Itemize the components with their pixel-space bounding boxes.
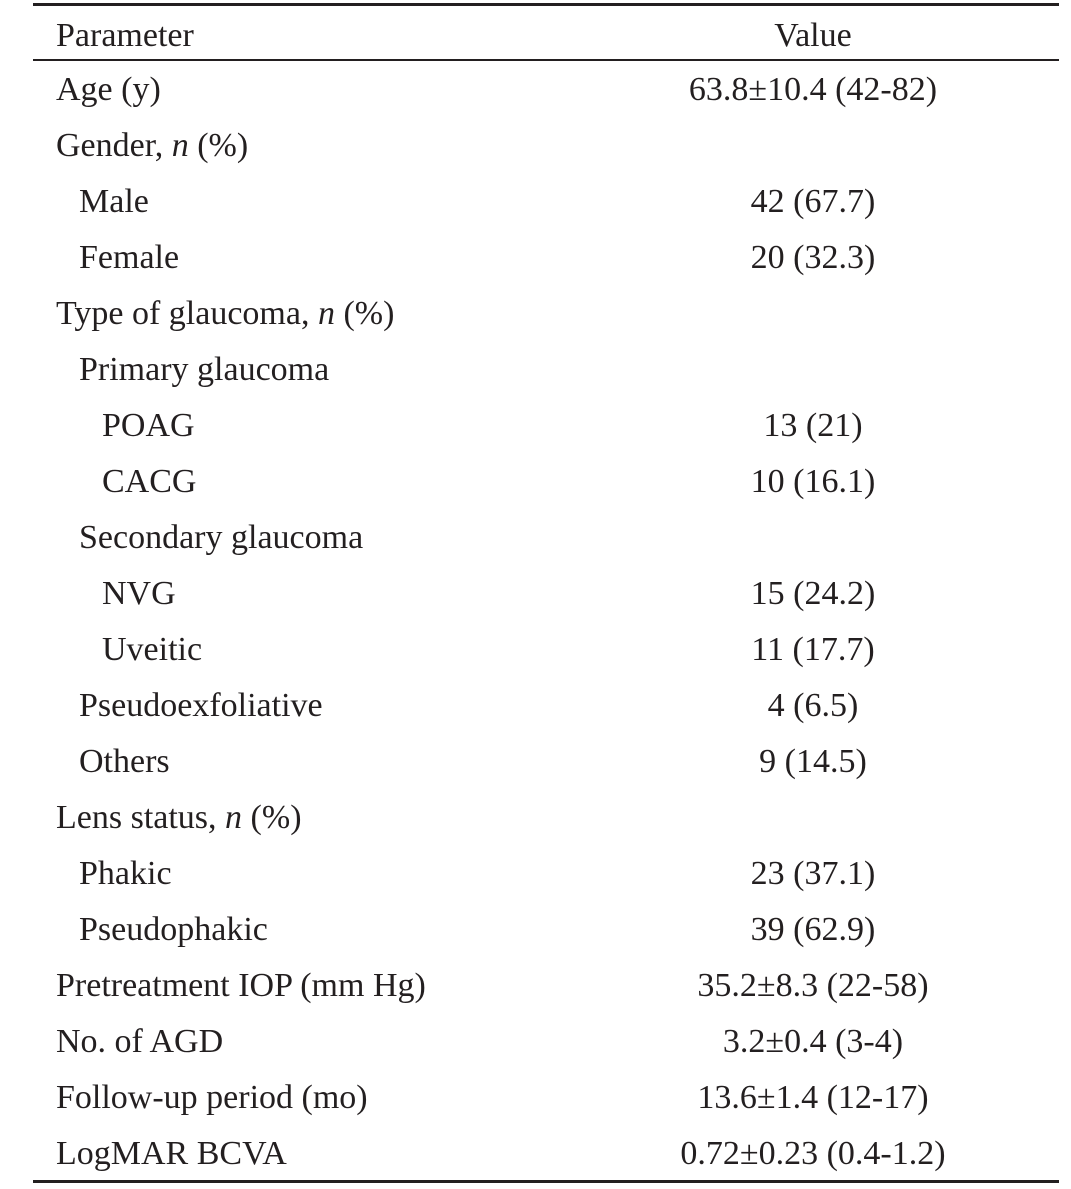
row-label-suffix: (%): [334, 295, 395, 332]
row-label: Male: [79, 183, 149, 220]
table-header-rule: [33, 59, 1059, 61]
row-label: Female: [79, 239, 180, 276]
table-header-row: [33, 6, 1059, 59]
row-value: 15 (24.2): [750, 575, 876, 612]
row-value: 4 (6.5): [767, 687, 859, 724]
row-value: 39 (62.9): [750, 911, 876, 948]
row-label-italic: n: [317, 295, 335, 332]
row-label-italic: n: [225, 799, 243, 836]
table-row: [33, 622, 1059, 678]
row-value: 11 (17.7): [751, 631, 875, 668]
table-row: [33, 1126, 1059, 1182]
row-label: LogMAR BCVA: [56, 1135, 287, 1172]
table-row: [33, 118, 1059, 174]
table-row: [33, 342, 1059, 398]
row-label: Primary glaucoma: [79, 351, 330, 388]
row-label: Age (y): [56, 71, 161, 108]
table-row: [33, 678, 1059, 734]
table-row: [33, 62, 1059, 118]
header-parameter: Parameter: [56, 17, 194, 54]
row-value: 3.2±0.4 (3-4): [722, 1023, 904, 1060]
table-body: [33, 62, 1059, 1182]
table-row: [33, 510, 1059, 566]
row-value: 63.8±10.4 (42-82): [688, 71, 938, 108]
row-label-text: Type of glaucoma,: [56, 295, 318, 332]
row-label: NVG: [102, 575, 176, 612]
row-label-suffix: (%): [242, 799, 302, 836]
row-value: 13.6±1.4 (12-17): [697, 1079, 929, 1116]
row-label-suffix: (%): [188, 127, 249, 164]
row-value: 35.2±8.3 (22-58): [697, 967, 929, 1004]
row-label: Pseudoexfoliative: [79, 687, 323, 724]
row-value: 13 (21): [763, 407, 863, 444]
row-label: No. of AGD: [56, 1023, 224, 1060]
baseline-characteristics-table: [33, 0, 1059, 1189]
row-label: Phakic: [79, 855, 172, 892]
table-row: [33, 958, 1059, 1014]
row-label-text: Gender,: [56, 127, 172, 164]
row-label: Others: [79, 743, 170, 780]
table-row: [33, 230, 1059, 286]
row-label: [56, 798, 302, 838]
table-row: [33, 790, 1059, 846]
table-row: [33, 566, 1059, 622]
table-row: [33, 398, 1059, 454]
row-label: [56, 294, 394, 334]
row-value: 20 (32.3): [750, 239, 876, 276]
header-value: Value: [774, 17, 852, 54]
row-label: [56, 126, 248, 166]
row-label: Secondary glaucoma: [79, 519, 364, 556]
row-label-text: Lens status,: [56, 799, 226, 836]
row-label-italic: n: [171, 127, 189, 164]
table-row: [33, 286, 1059, 342]
row-label: Uveitic: [102, 631, 203, 668]
row-value: 9 (14.5): [759, 743, 867, 780]
row-value: 42 (67.7): [750, 183, 876, 220]
row-value: 23 (37.1): [750, 855, 876, 892]
table-row: [33, 902, 1059, 958]
table-row: [33, 1014, 1059, 1070]
table-bottom-rule: [33, 1180, 1059, 1183]
row-label: POAG: [102, 407, 195, 444]
table-row: [33, 454, 1059, 510]
row-label: CACG: [102, 463, 197, 500]
table-row: [33, 734, 1059, 790]
row-value: 0.72±0.23 (0.4-1.2): [680, 1135, 946, 1172]
table-row: [33, 846, 1059, 902]
table-row: [33, 1070, 1059, 1126]
row-label: Pseudophakic: [79, 911, 268, 948]
row-label: Follow-up period (mo): [56, 1079, 368, 1116]
row-value: 10 (16.1): [750, 463, 876, 500]
table-row: [33, 174, 1059, 230]
row-label: Pretreatment IOP (mm Hg): [56, 967, 426, 1004]
